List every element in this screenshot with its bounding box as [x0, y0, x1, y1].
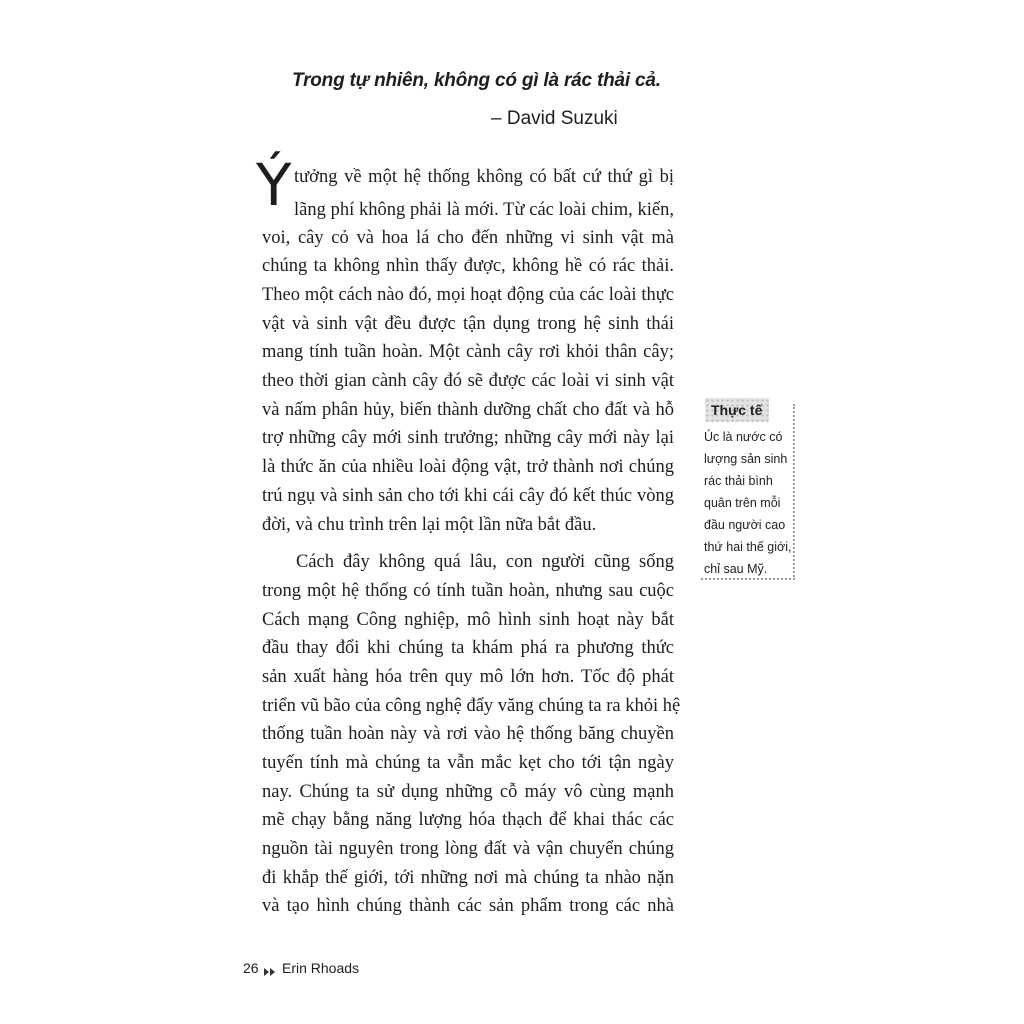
text-line: mẽ chạy bằng năng lượng hóa thạch để khai thác các	[262, 810, 674, 830]
fact-line: đầu người cao	[704, 518, 786, 532]
drop-cap: Ý	[256, 151, 292, 219]
double-arrow-icon	[264, 964, 276, 982]
text-line: lãng phí không phải là mới. Từ các loài chim, kiến,	[294, 200, 674, 220]
text-line: Theo một cách nào đó, mọi hoạt động của các loài thực	[262, 285, 674, 305]
fact-line: quân trên mỗi	[704, 496, 781, 510]
text-line: đi khắp thế giới, tới những nơi mà chúng ta nhào nặn	[262, 868, 674, 888]
text-line: tuyến tính mà chúng ta vẫn mắc kẹt cho tới tận ngày	[262, 753, 674, 773]
epigraph-author: – David Suzuki	[491, 108, 618, 129]
text-line: thống tuần hoàn này và rơi vào hệ thống băng chuyền	[262, 724, 674, 744]
epigraph-quote: Trong tự nhiên, không có gì là rác thải cả.	[292, 70, 661, 91]
text-line: là thức ăn của nhiều loài động vật, trở thành nơi chúng	[262, 457, 674, 477]
text-line: mang tính tuần hoàn. Một cành cây rơi khỏi thân cây;	[262, 342, 674, 362]
text-line: nay. Chúng ta sử dụng những cỗ máy vô cùng mạnh	[262, 782, 674, 802]
text-line: theo thời gian cành cây đó sẽ được các loài vi sinh vật	[262, 371, 674, 391]
text-line: Cách đây không quá lâu, con người cũng sống	[296, 552, 674, 572]
text-line: và nấm phân hủy, biến thành dưỡng chất cho đất và hỗ	[262, 400, 674, 420]
text-line: trong một hệ thống có tính tuần hoàn, nhưng sau cuộc	[262, 581, 674, 601]
footer-author: Erin Rhoads	[282, 960, 360, 976]
text-line: đầu thay đổi khi chúng ta khám phá ra phương thức	[262, 638, 674, 658]
text-line: voi, cây cỏ và hoa lá cho đến những vi sinh vật mà	[262, 228, 674, 248]
fact-line: lượng sản sinh	[704, 452, 788, 466]
fact-line: Úc là nước có	[704, 430, 783, 444]
text-line: tưởng về một hệ thống không có bất cứ thứ gì bị	[294, 167, 674, 187]
text-line: nguồn tài nguyên trong lòng đất và vận chuyển chúng	[262, 839, 674, 859]
text-line: và tạo hình chúng thành các sản phẩm trong các nhà	[262, 896, 674, 916]
text-line: triển vũ bão của công nghệ đẩy văng chúng ta ra khỏi hệ	[262, 696, 681, 716]
page-number: 26	[243, 960, 259, 976]
text-line: chúng ta không nhìn thấy được, không hề có rác thải.	[262, 256, 674, 276]
text-line: sản xuất hàng hóa trên quy mô lớn hơn. Tốc độ phát	[262, 667, 674, 687]
fact-line: thứ hai thế giới,	[704, 540, 792, 554]
text-line: đời, và chu trình trên lại một lần nữa bắt đầu.	[262, 515, 597, 535]
fact-line: rác thải bình	[704, 474, 773, 488]
text-line: Cách mạng Công nghiệp, mô hình sinh hoạt này bắt	[262, 610, 674, 630]
text-line: trú ngụ và sinh sản cho tới khi cái cây đó kết thúc vòng	[262, 486, 674, 506]
text-line: trợ những cây mới sinh trưởng; những cây mới này lại	[262, 428, 674, 448]
fact-title: Thực tế	[711, 402, 763, 418]
fact-line: chỉ sau Mỹ.	[704, 562, 768, 576]
text-line: vật và sinh vật đều được tận dụng trong hệ sinh thái	[262, 314, 674, 334]
